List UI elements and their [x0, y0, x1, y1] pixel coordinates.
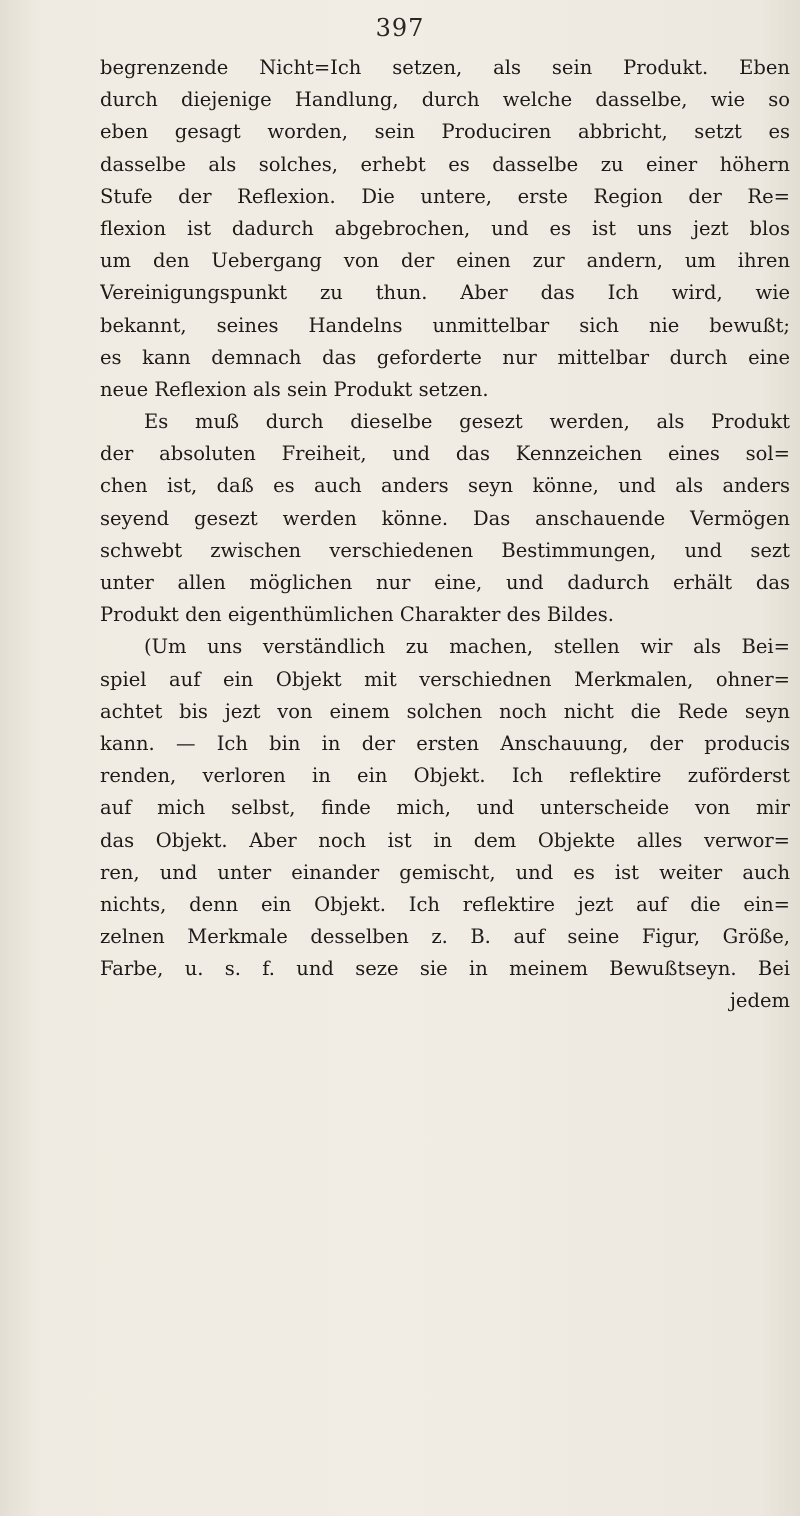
text-line: durch diejenige Handlung, durch welche dasselbe, wie so: [100, 88, 790, 112]
text-line: achtet bis jezt von einem solchen noch nicht die Rede seyn: [100, 699, 790, 723]
text-line: es kann demnach das geforderte nur mittelbar durch eine: [100, 345, 790, 369]
text-line: bekannt, seines Handelns unmittelbar sich nie bewußt;: [100, 313, 790, 337]
body-text: [100, 52, 790, 1018]
text-line: auf mich selbst, finde mich, und unterscheide von mir: [100, 796, 790, 820]
text-line: flexion ist dadurch abgebrochen, und es ist uns jezt blos: [100, 216, 790, 240]
text-line: eben gesagt worden, sein Produciren abbricht, setzt es: [100, 120, 790, 144]
text-line: chen ist, daß es auch anders seyn könne, und als anders: [100, 474, 790, 498]
text-line: das Objekt. Aber noch ist in dem Objekte alles verwor=: [100, 828, 790, 852]
text-line: der absoluten Freiheit, und das Kennzeichen eines sol=: [100, 442, 790, 466]
text-line: um den Uebergang von der einen zur andern, um ihren: [100, 249, 790, 273]
page-number: 397: [375, 14, 425, 42]
text-line: begrenzende Nicht=Ich setzen, als sein Produkt. Eben: [100, 56, 790, 79]
text-line: zelnen Merkmale desselben z. B. auf seine Figur, Größe,: [100, 925, 790, 949]
text-line: dasselbe als solches, erhebt es dasselbe zu einer höhern: [100, 152, 790, 176]
text-line: Produkt den eigenthümlichen Charakter des Bildes.: [100, 603, 614, 627]
text-line: Es muß durch dieselbe gesezt werden, als Produkt: [144, 410, 790, 434]
text-line: ren, und unter einander gemischt, und es ist weiter auch: [100, 860, 790, 884]
text-line: Farbe, u. s. f. und seze sie in meinem Bewußtseyn. Bei: [100, 957, 790, 981]
text-line: neue Reflexion als sein Produkt setzen.: [100, 377, 489, 401]
text-line: unter allen möglichen nur eine, und dadurch erhält das: [100, 571, 790, 594]
text-line: spiel auf ein Objekt mit verschiednen Merkmalen, ohner=: [100, 667, 790, 691]
catchword: jedem: [729, 989, 790, 1013]
text-line: schwebt zwischen verschiedenen Bestimmungen, und sezt: [100, 538, 790, 562]
text-line: (Um uns verständlich zu machen, stellen wir als Bei=: [144, 635, 790, 659]
text-line: nichts, denn ein Objekt. Ich reflektire jezt auf die ein=: [100, 892, 790, 916]
text-line: kann. — Ich bin in der ersten Anschauung, der producis: [100, 731, 790, 755]
text-line: seyend gesezt werden könne. Das anschauende Vermögen: [100, 506, 790, 530]
text-line: renden, verloren in ein Objekt. Ich reflektire zuförderst: [100, 764, 790, 788]
text-line: Stufe der Reflexion. Die untere, erste Region der Re=: [100, 184, 790, 208]
text-line: Vereinigungspunkt zu thun. Aber das Ich wird, wie: [100, 281, 790, 305]
